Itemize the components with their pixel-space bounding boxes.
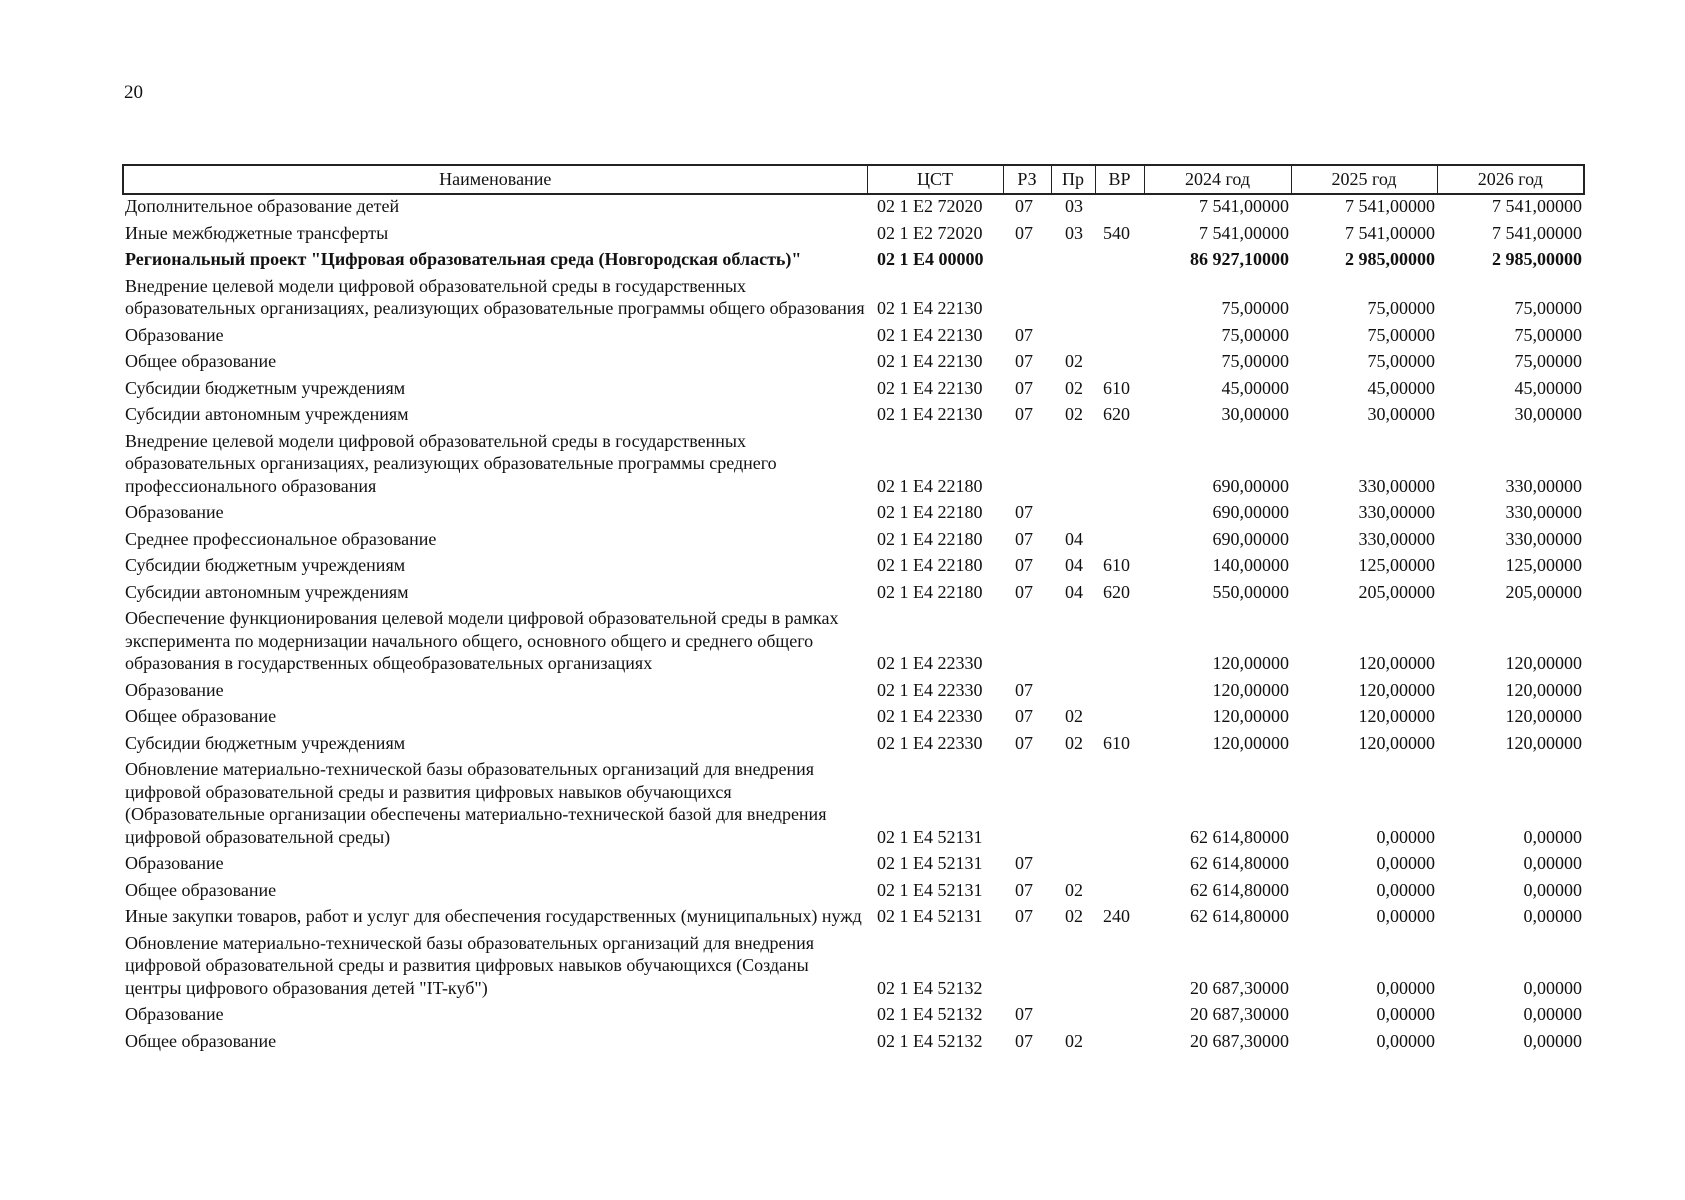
cell-2026: 125,00000 [1505, 555, 1582, 575]
cell-2025: 75,00000 [1367, 324, 1435, 345]
cell-2024: 550,00000 [1212, 581, 1289, 602]
table-row [123, 732, 1584, 759]
cell-vr: 620 [1103, 404, 1130, 424]
cell-pr [1051, 501, 1095, 528]
cell-pr: 04 [1065, 555, 1083, 575]
cell-rz: 07 [1015, 196, 1033, 216]
cell-pr: 02 [1065, 732, 1083, 753]
cell-rz: 07 [1015, 879, 1033, 900]
cell-2026: 0,00000 [1523, 826, 1582, 847]
cell-cst: 02 1 E4 52132 [877, 1030, 983, 1051]
cell-rz [1003, 248, 1051, 275]
table-row [123, 324, 1584, 351]
cell-pr: 02 [1065, 377, 1083, 398]
cell-rz: 07 [1015, 706, 1033, 726]
cell-pr: 03 [1065, 196, 1083, 216]
cell-2024: 20 687,30000 [1190, 1004, 1289, 1024]
cell-2024: 140,00000 [1212, 555, 1289, 575]
cell-name: Внедрение целевой модели цифровой образовательной среды в государственных образовательных организациях, реализующих образовательные программы среднего профессионального образования [125, 430, 777, 496]
table-row [123, 554, 1584, 581]
cell-pr: 02 [1065, 706, 1083, 726]
cell-2024: 75,00000 [1221, 351, 1289, 371]
cell-cst: 02 1 E2 72020 [877, 196, 983, 216]
cell-vr [1095, 194, 1144, 222]
cell-pr: 02 [1065, 404, 1083, 424]
cell-name: Образование [125, 1004, 224, 1024]
cell-2024: 120,00000 [1212, 653, 1289, 673]
cell-2024: 120,00000 [1212, 706, 1289, 726]
cell-cst: 02 1 E4 22330 [877, 732, 983, 753]
header-pr: Пр [1051, 165, 1095, 194]
table-row [123, 350, 1584, 377]
cell-vr [1095, 852, 1144, 879]
cell-2025: 0,00000 [1376, 879, 1435, 900]
cell-pr: 04 [1065, 528, 1083, 549]
cell-2024: 690,00000 [1212, 528, 1289, 549]
cell-name: Общее образование [125, 1030, 277, 1051]
cell-2024: 45,00000 [1221, 377, 1289, 398]
cell-cst: 02 1 E4 22130 [877, 298, 983, 318]
cell-rz: 07 [1015, 679, 1033, 700]
cell-pr [1051, 932, 1095, 1004]
cell-2026: 330,00000 [1505, 528, 1582, 549]
cell-2026: 45,00000 [1514, 377, 1582, 398]
cell-rz: 07 [1015, 222, 1033, 243]
cell-2025: 120,00000 [1358, 732, 1435, 753]
cell-pr: 02 [1065, 351, 1083, 371]
cell-cst: 02 1 E4 22130 [877, 351, 983, 371]
cell-cst: 02 1 E4 22180 [877, 581, 983, 602]
cell-cst: 02 1 E4 52132 [877, 977, 983, 998]
table-row [123, 377, 1584, 404]
cell-2025: 7 541,00000 [1345, 222, 1435, 243]
cell-name: Иные закупки товаров, работ и услуг для обеспечения государственных (муниципальных) нужд [125, 906, 862, 926]
table-row [123, 275, 1584, 324]
cell-2025: 75,00000 [1367, 351, 1435, 371]
cell-rz: 07 [1015, 581, 1033, 602]
cell-pr: 02 [1065, 879, 1083, 900]
cell-2024: 7 541,00000 [1199, 222, 1289, 243]
cell-name: Общее образование [125, 351, 277, 371]
cell-2026: 330,00000 [1505, 475, 1582, 496]
cell-2024: 75,00000 [1221, 324, 1289, 345]
cell-vr [1095, 1003, 1144, 1030]
cell-rz: 07 [1015, 351, 1033, 371]
cell-pr [1051, 275, 1095, 324]
cell-pr: 02 [1065, 1030, 1083, 1051]
cell-pr [1051, 758, 1095, 852]
cell-rz: 07 [1015, 377, 1033, 398]
cell-rz: 07 [1015, 404, 1033, 424]
cell-rz: 07 [1015, 555, 1033, 575]
cell-rz: 07 [1015, 853, 1033, 873]
cell-cst: 02 1 E4 22330 [877, 679, 983, 700]
cell-name: Дополнительное образование детей [125, 196, 400, 216]
cell-vr: 240 [1103, 906, 1130, 926]
cell-pr: 02 [1065, 906, 1083, 926]
cell-name: Обновление материально-технической базы образовательных организаций для внедрения цифровой образовательной среды и развития цифровых навыков обучающихся (Образовательные организации обеспечены материально-технической базой для внедрения цифровой образовательной среды) [125, 759, 827, 847]
cell-rz [1003, 932, 1051, 1004]
cell-name: Субсидии бюджетным учреждениям [125, 555, 406, 575]
cell-cst: 02 1 E4 52131 [877, 906, 983, 926]
cell-2025: 330,00000 [1358, 475, 1435, 496]
cell-cst: 02 1 E4 22180 [877, 475, 983, 496]
cell-vr [1095, 324, 1144, 351]
table-row [123, 430, 1584, 502]
cell-name: Региональный проект "Цифровая образовательная среда (Новгородская область)" [125, 249, 802, 269]
cell-vr [1095, 430, 1144, 502]
cell-vr [1095, 758, 1144, 852]
cell-cst: 02 1 E4 22180 [877, 555, 983, 575]
cell-vr [1095, 705, 1144, 732]
header-vr: ВР [1095, 165, 1144, 194]
cell-pr [1051, 248, 1095, 275]
cell-2026: 2 985,00000 [1492, 249, 1582, 269]
cell-pr: 03 [1065, 222, 1083, 243]
table-row [123, 1030, 1584, 1057]
cell-2025: 205,00000 [1358, 581, 1435, 602]
cell-name: Иные межбюджетные трансферты [125, 222, 389, 243]
cell-2025: 0,00000 [1376, 853, 1435, 873]
cell-2024: 62 614,80000 [1190, 906, 1289, 926]
table-row [123, 758, 1584, 852]
cell-cst: 02 1 E4 22330 [877, 653, 983, 673]
cell-pr [1051, 430, 1095, 502]
cell-2026: 75,00000 [1514, 298, 1582, 318]
cell-2026: 0,00000 [1523, 1004, 1582, 1024]
cell-cst: 02 1 E4 22130 [877, 324, 983, 345]
cell-2026: 75,00000 [1514, 351, 1582, 371]
cell-name: Общее образование [125, 879, 277, 900]
header-2026: 2026 год [1437, 165, 1584, 194]
table-row [123, 248, 1584, 275]
cell-cst: 02 1 E4 22130 [877, 404, 983, 424]
cell-pr [1051, 607, 1095, 679]
cell-rz: 07 [1015, 732, 1033, 753]
cell-2025: 0,00000 [1376, 977, 1435, 998]
cell-2024: 62 614,80000 [1190, 879, 1289, 900]
cell-2026: 120,00000 [1505, 732, 1582, 753]
cell-cst: 02 1 E4 52131 [877, 853, 983, 873]
cell-2026: 120,00000 [1505, 706, 1582, 726]
cell-cst: 02 1 E4 22330 [877, 706, 983, 726]
cell-pr [1051, 324, 1095, 351]
cell-cst: 02 1 E4 00000 [877, 249, 984, 269]
table-row [123, 607, 1584, 679]
header-cst: ЦСТ [867, 165, 1003, 194]
cell-2024: 7 541,00000 [1199, 196, 1289, 216]
cell-2026: 7 541,00000 [1492, 196, 1582, 216]
cell-vr [1095, 275, 1144, 324]
header-name: Наименование [123, 165, 867, 194]
cell-cst: 02 1 E4 22180 [877, 528, 983, 549]
cell-2025: 0,00000 [1376, 906, 1435, 926]
cell-2024: 120,00000 [1212, 732, 1289, 753]
cell-name: Образование [125, 853, 224, 873]
cell-rz: 07 [1015, 1004, 1033, 1024]
cell-rz: 07 [1015, 528, 1033, 549]
cell-2026: 0,00000 [1523, 879, 1582, 900]
cell-2025: 7 541,00000 [1345, 196, 1435, 216]
header-2024: 2024 год [1144, 165, 1291, 194]
cell-cst: 02 1 E4 22180 [877, 502, 983, 522]
cell-2025: 120,00000 [1358, 706, 1435, 726]
table-row [123, 222, 1584, 249]
cell-2025: 0,00000 [1376, 1030, 1435, 1051]
cell-name: Субсидии автономным учреждениям [125, 581, 409, 602]
table-row [123, 852, 1584, 879]
cell-2026: 0,00000 [1523, 1030, 1582, 1051]
cell-vr [1095, 248, 1144, 275]
cell-rz: 07 [1015, 324, 1033, 345]
cell-vr [1095, 879, 1144, 906]
cell-2024: 20 687,30000 [1190, 977, 1289, 998]
cell-rz [1003, 607, 1051, 679]
cell-rz [1003, 275, 1051, 324]
cell-vr [1095, 607, 1144, 679]
cell-rz [1003, 758, 1051, 852]
cell-vr [1095, 350, 1144, 377]
cell-cst: 02 1 E4 22130 [877, 377, 983, 398]
cell-vr [1095, 528, 1144, 555]
cell-vr: 610 [1103, 732, 1130, 753]
cell-2025: 330,00000 [1358, 502, 1435, 522]
cell-2024: 30,00000 [1221, 404, 1289, 424]
table-row [123, 194, 1584, 222]
cell-2026: 120,00000 [1505, 653, 1582, 673]
table-row [123, 581, 1584, 608]
table-header [123, 165, 1584, 194]
header-rz: РЗ [1003, 165, 1051, 194]
cell-name: Субсидии автономным учреждениям [125, 404, 409, 424]
table-row [123, 403, 1584, 430]
cell-name: Образование [125, 679, 224, 700]
cell-cst: 02 1 E4 52132 [877, 1004, 983, 1024]
cell-vr: 540 [1103, 222, 1130, 243]
cell-pr [1051, 679, 1095, 706]
cell-2025: 330,00000 [1358, 528, 1435, 549]
cell-2026: 0,00000 [1523, 977, 1582, 998]
cell-rz: 07 [1015, 502, 1033, 522]
cell-2025: 0,00000 [1376, 1004, 1435, 1024]
cell-pr [1051, 1003, 1095, 1030]
cell-2024: 690,00000 [1212, 502, 1289, 522]
table-row [123, 905, 1584, 932]
cell-2026: 7 541,00000 [1492, 222, 1582, 243]
table-row [123, 1003, 1584, 1030]
cell-2025: 45,00000 [1367, 377, 1435, 398]
table-row [123, 705, 1584, 732]
cell-vr: 620 [1103, 581, 1130, 602]
cell-name: Образование [125, 502, 224, 522]
cell-name: Обеспечение функционирования целевой модели цифровой образовательной среды в рамках эксперимента по модернизации начального общего, основного общего и среднего общего образования в государственных общеобразовательных организациях [125, 608, 839, 673]
cell-2026: 205,00000 [1505, 581, 1582, 602]
budget-table [122, 164, 1585, 1056]
cell-vr [1095, 1030, 1144, 1057]
page-number: 20 [124, 82, 143, 103]
header-2025: 2025 год [1291, 165, 1437, 194]
cell-name: Субсидии бюджетным учреждениям [125, 377, 406, 398]
cell-2025: 0,00000 [1376, 826, 1435, 847]
cell-2024: 120,00000 [1212, 679, 1289, 700]
cell-rz [1003, 430, 1051, 502]
table-row [123, 528, 1584, 555]
cell-2024: 86 927,10000 [1190, 249, 1289, 269]
cell-2024: 62 614,80000 [1190, 826, 1289, 847]
cell-2025: 120,00000 [1358, 653, 1435, 673]
cell-pr [1051, 852, 1095, 879]
cell-2025: 125,00000 [1358, 555, 1435, 575]
cell-name: Среднее профессиональное образование [125, 528, 437, 549]
cell-rz: 07 [1015, 906, 1033, 926]
cell-vr: 610 [1103, 555, 1130, 575]
cell-2024: 75,00000 [1221, 298, 1289, 318]
cell-2026: 0,00000 [1523, 906, 1582, 926]
cell-vr: 610 [1103, 377, 1130, 398]
table-row [123, 501, 1584, 528]
cell-2024: 20 687,30000 [1190, 1030, 1289, 1051]
cell-2025: 30,00000 [1367, 404, 1435, 424]
cell-name: Субсидии бюджетным учреждениям [125, 732, 406, 753]
cell-2024: 62 614,80000 [1190, 853, 1289, 873]
cell-vr [1095, 932, 1144, 1004]
cell-name: Обновление материально-технической базы образовательных организаций для внедрения цифровой образовательной среды и развития цифровых навыков обучающихся (Созданы центры цифрового образования детей "IT-куб") [125, 932, 815, 998]
cell-rz: 07 [1015, 1030, 1033, 1051]
cell-name: Образование [125, 324, 224, 345]
cell-cst: 02 1 E4 52131 [877, 879, 983, 900]
cell-2025: 120,00000 [1358, 679, 1435, 700]
cell-name: Внедрение целевой модели цифровой образовательной среды в государственных образовательных организациях, реализующих образовательные программы общего образования [125, 275, 865, 318]
table-row [123, 679, 1584, 706]
cell-vr [1095, 501, 1144, 528]
cell-vr [1095, 679, 1144, 706]
table-row [123, 932, 1584, 1004]
cell-2026: 30,00000 [1514, 404, 1582, 424]
cell-cst: 02 1 E2 72020 [877, 222, 983, 243]
cell-cst: 02 1 E4 52131 [877, 826, 983, 847]
cell-2025: 75,00000 [1367, 298, 1435, 318]
cell-pr: 04 [1065, 581, 1083, 602]
cell-2024: 690,00000 [1212, 475, 1289, 496]
cell-name: Общее образование [125, 706, 277, 726]
cell-2026: 75,00000 [1514, 324, 1582, 345]
cell-2026: 330,00000 [1505, 502, 1582, 522]
table-row [123, 879, 1584, 906]
cell-2026: 120,00000 [1505, 679, 1582, 700]
table-body [123, 194, 1584, 1056]
cell-2026: 0,00000 [1523, 853, 1582, 873]
cell-2025: 2 985,00000 [1345, 249, 1435, 269]
